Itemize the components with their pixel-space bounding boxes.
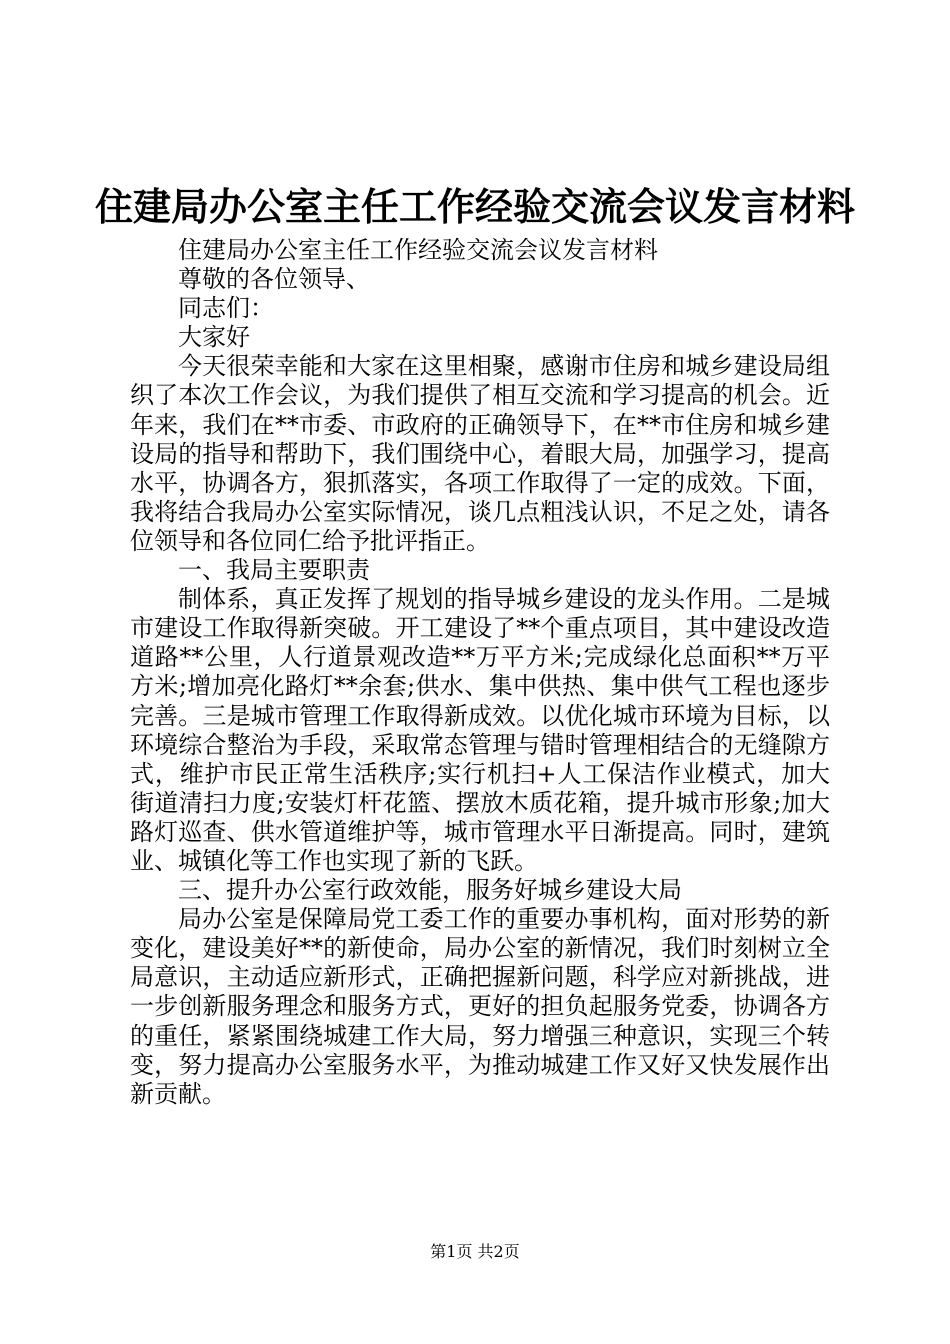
- intro-paragraph: 今天很荣幸能和大家在这里相聚，感谢市住房和城乡建设局组织了本次工作会议，为我们提供了相互交流和学习提高的机会。近年来，我们在**市委、市政府的正确领导下，在**市住房和城乡建设局的指导和帮助下，我们围绕中心，着眼大局，加强学习，提高水平，协调各方，狠抓落实，各项工作取得了一定的成效。下面，我将结合我局办公室实际情况，谈几点粗浅认识，不足之处，请各位领导和各位同仁给予批评指正。: [130, 352, 830, 555]
- subtitle-paragraph: 住建局办公室主任工作经验交流会议发言材料: [178, 236, 658, 264]
- document-body: [130, 236, 830, 1109]
- office-paragraph: 局办公室是保障局党工委工作的重要办事机构，面对形势的新变化，建设美好**的新使命，局办公室的新情况，我们时刻树立全局意识，主动适应新形式，正确把握新问题，科学应对新挑战，进一步创新服务理念和服务方式，更好的担负起服务党委，协调各方的重任，紧紧围绕城建工作大局，努力增强三种意识，实现三个转变，努力提高办公室服务水平，为推动城建工作又好又快发展作出新贡献。: [130, 905, 830, 1108]
- section-heading-1: 一、我局主要职责: [178, 556, 370, 585]
- greeting: 大家好: [178, 323, 250, 352]
- achievements-paragraph: 制体系，真正发挥了规划的指导城乡建设的龙头作用。二是城市建设工作取得新突破。开工建设了**个重点项目，其中建设改造道路**公里，人行道景观改造**万平方米;完成绿化总面积**万平方米;增加亮化路灯**余套;供水、集中供热、集中供气工程也逐步完善。三是城市管理工作取得新成效。以优化城市环境为目标，以环境综合整治为手段，采取常态管理与错时管理相结合的无缝隙方式，维护市民正常生活秩序;实行机扫+人工保洁作业模式，加大街道清扫力度;安装灯杆花篮、摆放木质花箱，提升城市形象;加大路灯巡查、供水管道维护等，城市管理水平日渐提高。同时，建筑业、城镇化等工作也实现了新的飞跃。: [130, 585, 830, 875]
- salutation-comrades: 同志们：: [178, 294, 274, 323]
- page-footer: 第1页 共2页: [430, 1242, 520, 1261]
- document-title: 住建局办公室主任工作经验交流会议发言材料: [94, 185, 855, 229]
- salutation-leaders: 尊敬的各位领导、: [178, 265, 370, 294]
- section-heading-3: 三、提升办公室行政效能，服务好城乡建设大局: [178, 876, 682, 905]
